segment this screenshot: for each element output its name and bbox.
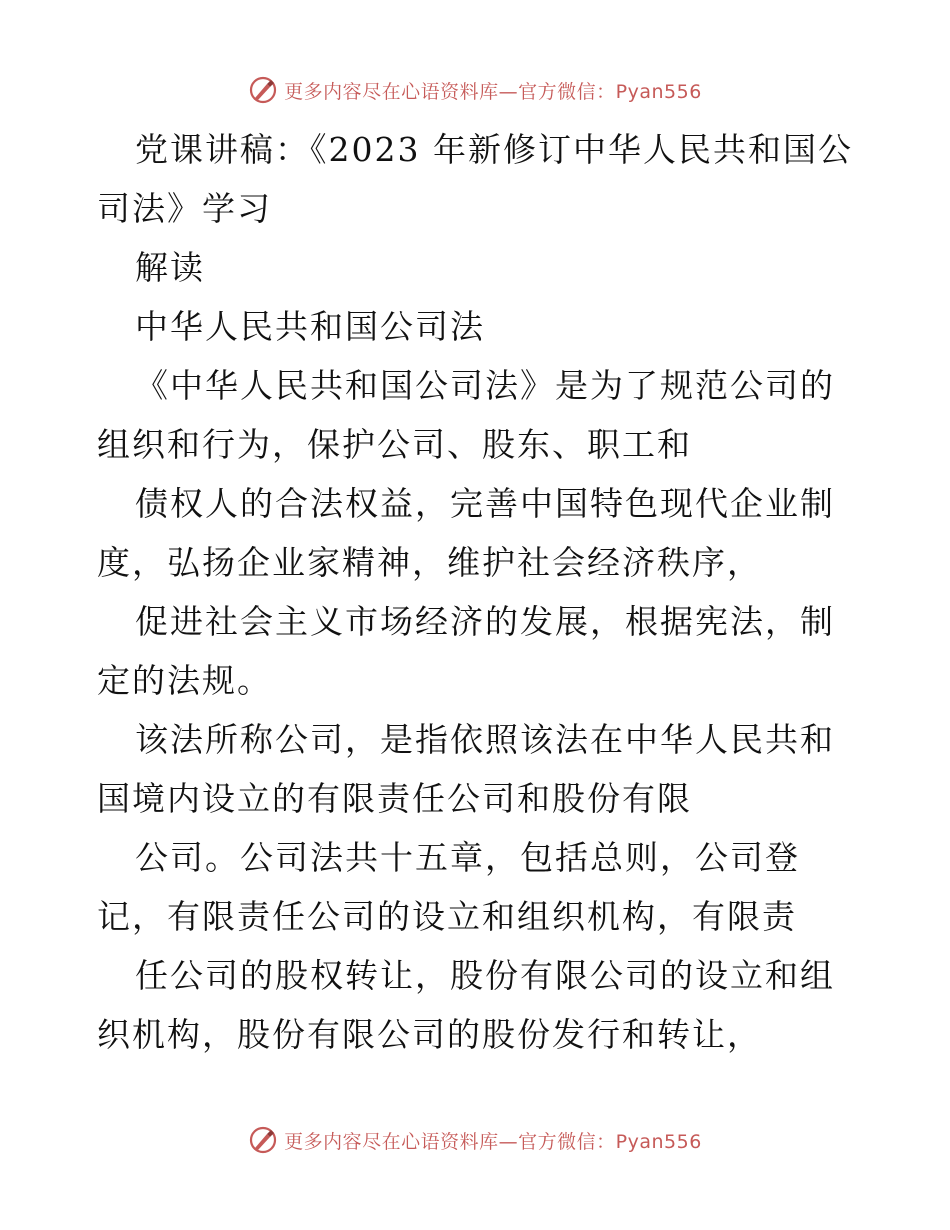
- body-paragraph: 公司。公司法共十五章，包括总则，公司登记，有限责任公司的设立和组织机构，有限责: [97, 838, 800, 936]
- body-paragraph: 促进社会主义市场经济的发展，根据宪法，制定的法规。: [97, 602, 835, 700]
- section-heading: 中华人民共和国公司法: [135, 307, 485, 346]
- body-paragraph: 债权人的合法权益，完善中国特色现代企业制度，弘扬企业家精神，维护社会经济秩序，: [97, 484, 835, 582]
- document-body: [97, 120, 857, 1064]
- banner-text: 更多内容尽在心语资料库—官方微信：Pyan556: [284, 1130, 702, 1153]
- pen-logo-icon: [248, 75, 278, 105]
- body-paragraph: 任公司的股权转让，股份有限公司的设立和组织机构，股份有限公司的股份发行和转让，: [97, 956, 835, 1054]
- banner-text: 更多内容尽在心语资料库—官方微信：Pyan556: [284, 80, 702, 103]
- body-paragraph: 该法所称公司，是指依照该法在中华人民共和国境内设立的有限责任公司和股份有限: [97, 720, 835, 818]
- body-paragraph: 《中华人民共和国公司法》是为了规范公司的组织和行为，保护公司、股东、职工和: [97, 366, 835, 464]
- title-line: 党课讲稿：《2023 年新修订中华人民共和国公司法》学习: [97, 130, 853, 228]
- title-line-2: 解读: [135, 248, 205, 287]
- pen-logo-icon: [248, 1125, 278, 1155]
- footer-watermark-banner: [0, 1120, 950, 1160]
- header-watermark-banner: [0, 70, 950, 110]
